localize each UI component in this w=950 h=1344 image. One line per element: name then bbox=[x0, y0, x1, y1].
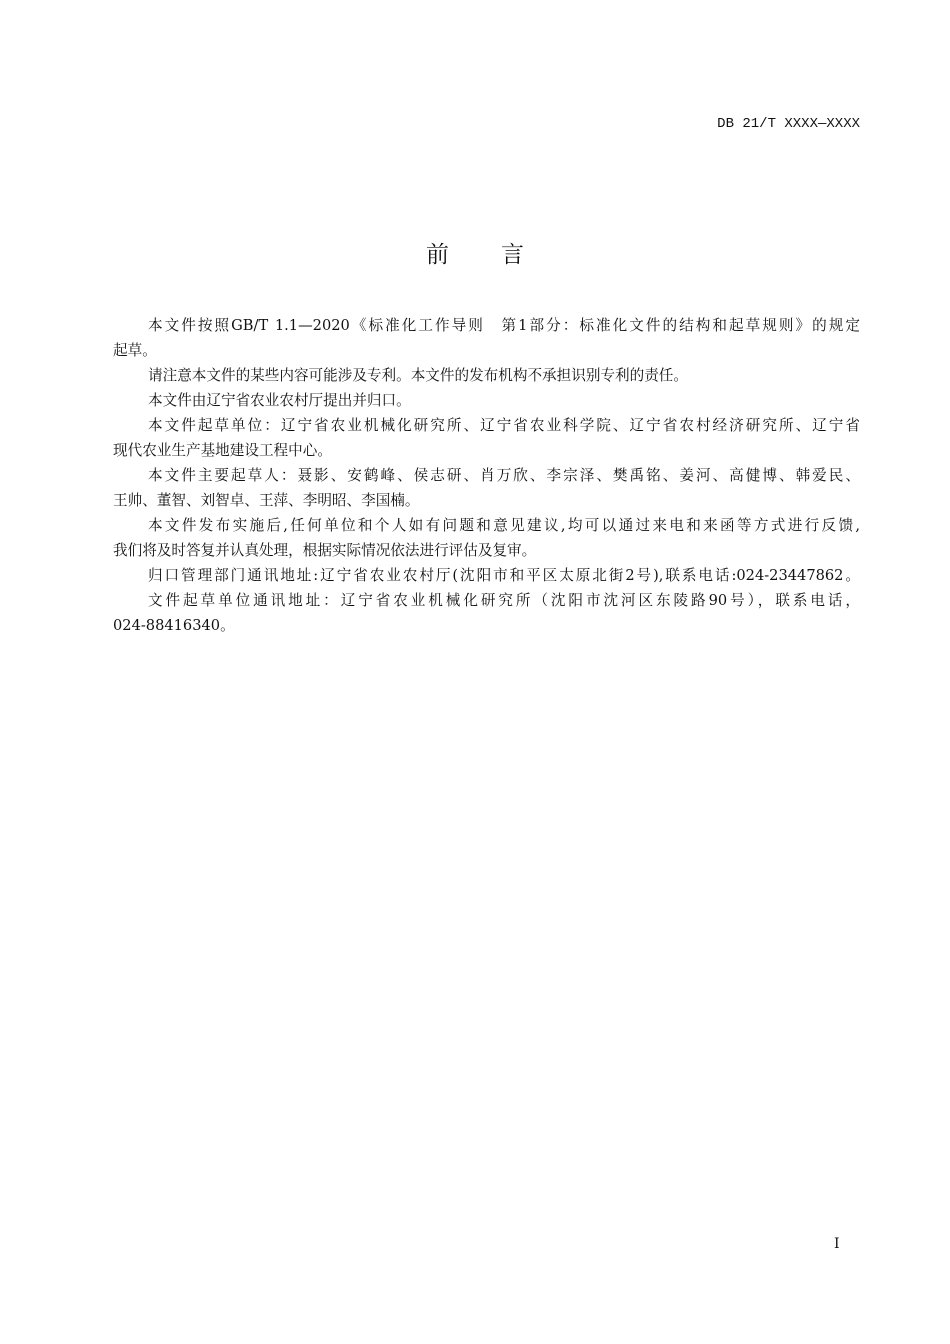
paragraph-line: 本文件主要起草人：聂影、安鹤峰、侯志研、肖万欣、李宗泽、樊禹铭、姜河、高健博、韩爱民、 bbox=[148, 467, 860, 484]
paragraph-line: 现代农业生产基地建设工程中心。 bbox=[113, 442, 332, 459]
paragraph-line: 本文件按照GB/T 1.1—2020《标准化工作导则 第1部分：标准化文件的结构和起草规则》的规定 bbox=[148, 317, 860, 334]
paragraph-line: 归口管理部门通讯地址:辽宁省农业农村厅(沈阳市和平区太原北街2号),联系电话:024-23447862。 bbox=[148, 567, 860, 584]
paragraph-line: 请注意本文件的某些内容可能涉及专利。本文件的发布机构不承担识别专利的责任。 bbox=[148, 367, 688, 384]
paragraph-line: 024-88416340。 bbox=[113, 617, 235, 634]
paragraph-line: 王帅、董智、刘智卓、王萍、李明昭、李国楠。 bbox=[113, 492, 420, 509]
title-char: 前 bbox=[426, 242, 449, 268]
foreword-body bbox=[113, 313, 860, 638]
page-number: I bbox=[834, 1236, 840, 1252]
paragraph-line: 文件起草单位通讯地址：辽宁省农业机械化研究所（沈阳市沈河区东陵路90号），联系电话， bbox=[148, 592, 860, 609]
paragraph-line: 本文件由辽宁省农业农村厅提出并归口。 bbox=[148, 392, 411, 409]
title-char: 言 bbox=[501, 242, 524, 268]
document-code: DB 21/T XXXX—XXXX bbox=[717, 116, 860, 132]
paragraph-line: 本文件起草单位：辽宁省农业机械化研究所、辽宁省农业科学院、辽宁省农村经济研究所、辽宁省 bbox=[148, 417, 860, 434]
paragraph-line: 起草。 bbox=[113, 342, 157, 359]
paragraph-line: 本文件发布实施后,任何单位和个人如有问题和意见建议,均可以通过来电和来函等方式进行反馈, bbox=[148, 517, 860, 534]
paragraph-line: 我们将及时答复并认真处理，根据实际情况依法进行评估及复审。 bbox=[113, 542, 537, 559]
page-title bbox=[0, 236, 950, 269]
